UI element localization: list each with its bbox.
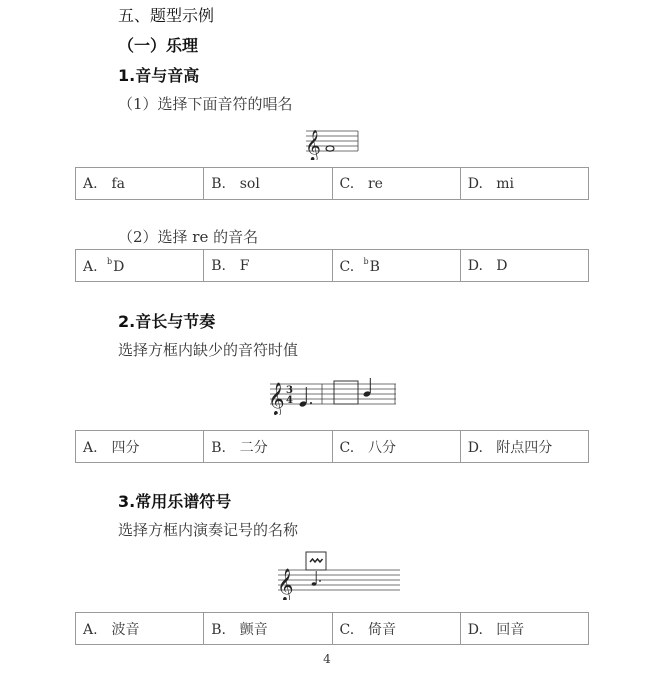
- option-b[interactable]: B. sol: [204, 168, 332, 200]
- q1-heading: 1.音与音高: [118, 66, 200, 85]
- q2-options: [75, 430, 589, 463]
- q1-sub2-options: [75, 249, 589, 282]
- option-d[interactable]: D. 附点四分: [460, 431, 588, 463]
- q2-heading: 2.音长与节奏: [118, 312, 216, 331]
- option-a[interactable]: A. 四分: [76, 431, 204, 463]
- time-signature-top: 3: [286, 385, 293, 396]
- q2-prompt: 选择方框内缺少的音符时值: [118, 341, 299, 359]
- option-c[interactable]: C. 八分: [332, 431, 460, 463]
- option-c[interactable]: C. $^b$B: [332, 250, 460, 282]
- grace-note-icon: [312, 571, 321, 586]
- flat-sign: b: [107, 256, 113, 266]
- treble-clef-icon: 𝄞: [277, 568, 294, 600]
- flat-sign: b: [363, 256, 369, 266]
- q3-options: [75, 612, 589, 645]
- option-b[interactable]: B. F: [204, 250, 332, 282]
- option-d[interactable]: D. D: [460, 250, 588, 282]
- q1-staff-figure: [300, 122, 362, 160]
- q2-staff-figure: [264, 375, 400, 415]
- q1-sub2-prompt: （2）选择 re 的音名: [118, 228, 259, 246]
- option-d[interactable]: D. 回音: [460, 613, 588, 645]
- missing-note-box: [334, 381, 358, 404]
- subsection-title: （一）乐理: [118, 36, 199, 55]
- quarter-note-icon: [363, 378, 371, 398]
- page-number: 4: [323, 652, 331, 666]
- q3-prompt: 选择方框内演奏记号的名称: [118, 521, 299, 539]
- option-a[interactable]: A. fa: [76, 168, 204, 200]
- option-b[interactable]: B. 颤音: [204, 613, 332, 645]
- q3-heading: 3.常用乐谱符号: [118, 492, 232, 511]
- option-c[interactable]: C. re: [332, 168, 460, 200]
- option-b[interactable]: B. 二分: [204, 431, 332, 463]
- option-d[interactable]: D. mi: [460, 168, 588, 200]
- whole-note-icon: [326, 146, 334, 151]
- q1-sub1-options: [75, 167, 589, 200]
- section-title: 五、题型示例: [118, 6, 215, 25]
- treble-clef-icon: 𝄞: [305, 130, 321, 160]
- q1-sub1-prompt: （1）选择下面音符的唱名: [118, 95, 293, 113]
- treble-clef-icon: 𝄞: [268, 382, 285, 415]
- option-a[interactable]: A. $^b$D: [76, 250, 204, 282]
- q3-staff-figure: [274, 548, 404, 600]
- option-c[interactable]: C. 倚音: [332, 613, 460, 645]
- dotted-quarter-note-icon: [299, 387, 312, 408]
- option-a[interactable]: A. 波音: [76, 613, 204, 645]
- time-signature-bottom: 4: [286, 395, 293, 406]
